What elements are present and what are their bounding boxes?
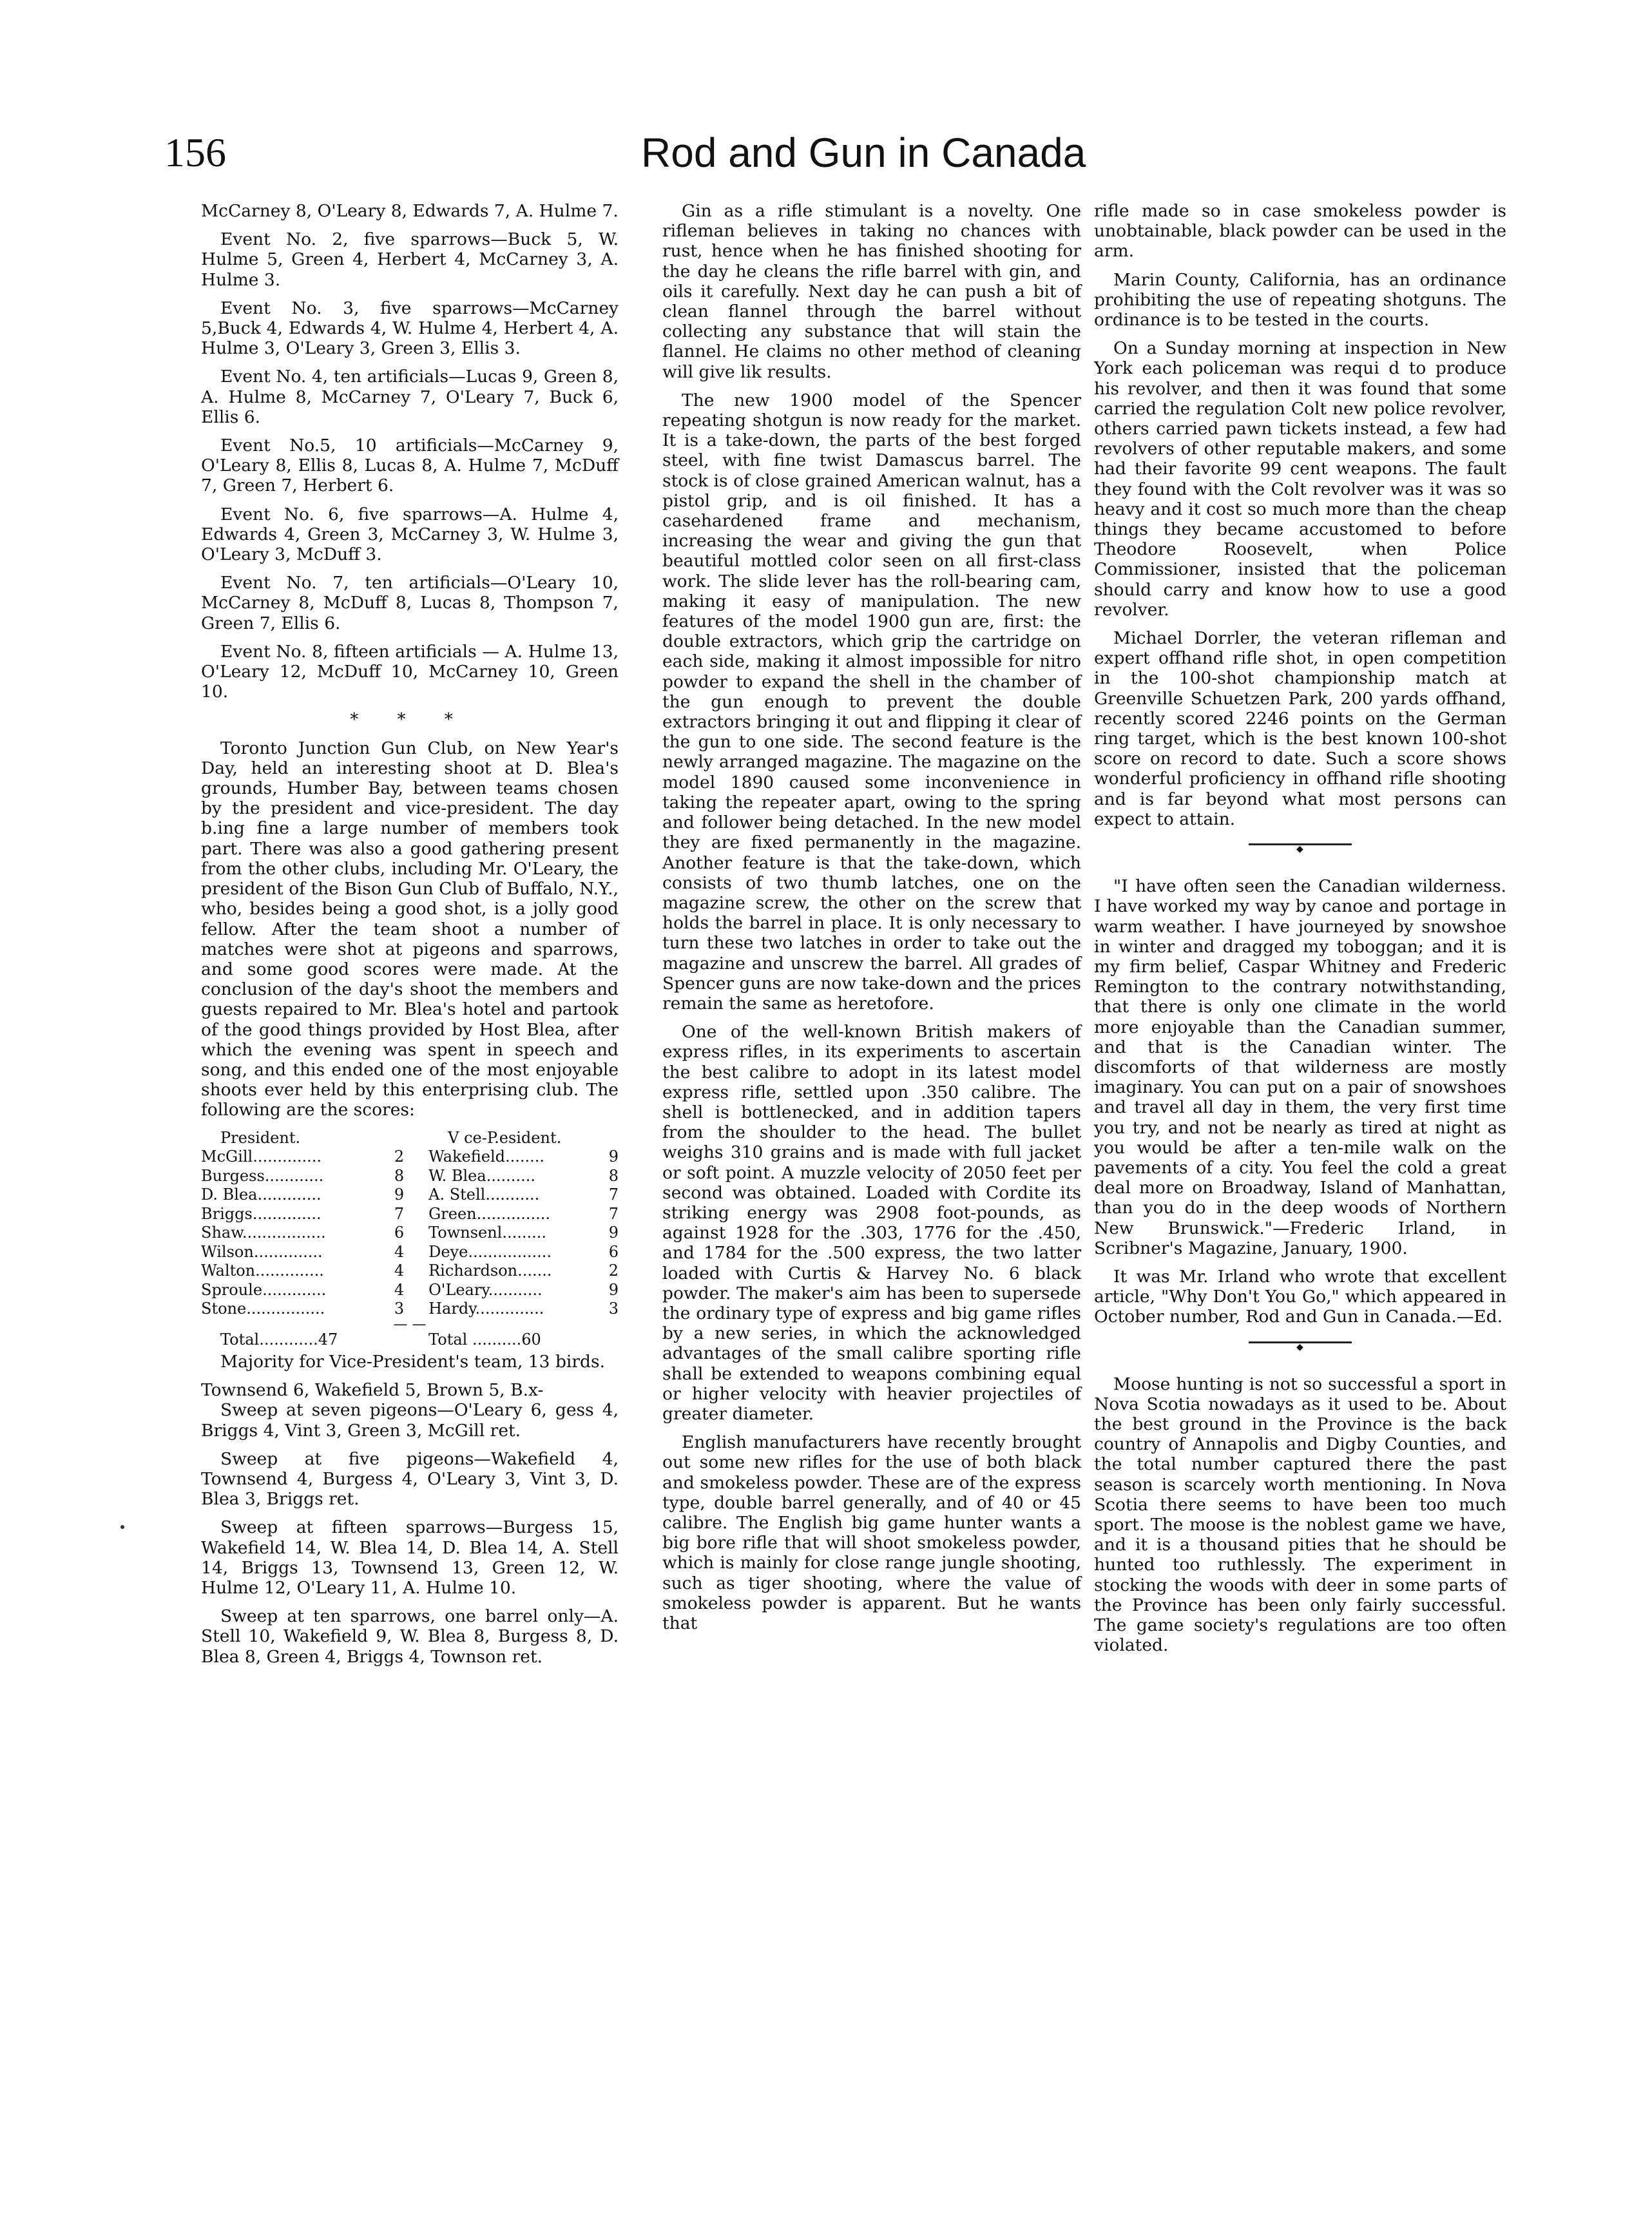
section-divider [1249,843,1352,855]
section-divider [1249,1341,1352,1352]
table-cell: 9 [608,1148,619,1166]
paragraph: Event No. 6, five sparrows—A. Hulme 4, Edwards 4, Green 3, McCarney 3, W. Hulme 3, O'Leary 3, McDuff 3. [201,504,619,565]
total-president: Total............47 [220,1330,338,1349]
table-cell: 4 [394,1262,405,1280]
table-cell: D. Blea............. [201,1186,322,1204]
table-cell: 4 [394,1242,405,1261]
table-header-president: President. [220,1128,301,1147]
page-number: 156 [164,130,226,175]
paragraph: It was Mr. Irland who wrote that excellent article, "Why Don't You Go," which appeared in October number, Rod and Gun in Canada.—Ed. [1094,1266,1506,1327]
table-cell: 6 [608,1242,619,1261]
column-2 [662,201,1081,1642]
table-cell: 2 [608,1262,619,1280]
table-cell: Shaw................. [201,1224,326,1242]
table-cell: 9 [608,1280,619,1299]
paragraph: English manufacturers have recently brought out some new rifles for the use of both black and smokeless powder. These are of the express type, double barrel generally, and of 40 or 45 calibre. The English big game hunter wants a big bore rifle that will shoot smokeless powder, which is mainly for close range jungle shooting, such as tiger shooting, where the value of smokeless powder is apparent. But he wants that [662,1432,1081,1634]
paragraph: Event No.5, 10 artificials—McCarney 9, O'Leary 8, Ellis 8, Lucas 8, A. Hulme 7, McDuff 7, Green 7, Herbert 6. [201,436,619,496]
paragraph: "I have often seen the Canadian wilderness. I have worked my way by canoe and portage in warm weather. I have journeyed by snowshoe in winter and dragged my toboggan; and it is my firm belief, Caspar Whitney and Frederic Remington to the contrary notwithstanding, that there is only one climate in the world more enjoyable than the Canadian summer, and that is the Canadian winter. The discomforts of that wilderness are mostly imaginary. You can put on a pair of snowshoes and travel all day in them, the very first time you try, and not be nearly as tired at night as you would be after a ten-mile walk on the pavements of a city. You feel the cold a great deal more on Broadway, Island of Manhattan, than you do in the deep woods of Northern New Brunswick."—Frederic Irland, in Scribner's Magazine, January, 1900. [1094,876,1506,1258]
table-row [201,1243,619,1262]
table-cell: 6 [394,1224,405,1242]
paragraph: Marin County, California, has an ordinance prohibiting the use of repeating shotguns. The ordinance is to be tested in the courts. [1094,269,1506,331]
table-cell: Burgess............ [201,1166,324,1185]
table-cell: Hardy.............. [428,1300,544,1318]
table-cell: 7 [608,1204,619,1223]
table-cell: 3 [394,1300,405,1318]
table-cell: Deye................. [428,1242,552,1261]
paragraph: Event No. 7, ten artificials—O'Leary 10, McCarney 8, McDuff 8, Lucas 8, Thompson 7, Green 7, Ellis 6. [201,573,619,633]
paragraph: Event No. 3, five sparrows—McCarney 5,Buck 4, Edwards 4, W. Hulme 4, Herbert 4, A. Hulme 3, O'Leary 3, Green 3, Ellis 3. [201,298,619,359]
table-row [201,1148,619,1167]
column-3 [1094,201,1506,1664]
table-cell: W. Blea.......... [428,1166,535,1185]
table-row [201,1205,619,1224]
table-cell: Briggs.............. [201,1204,322,1223]
table-cell: 2 [394,1148,405,1166]
section-separator-stars: * * * [350,710,470,730]
paragraph: Moose hunting is not so successful a sport in Nova Scotia nowadays as it used to be. About the best ground in the Province is the back country of Annapolis and Digby Counties, and the total number captured there the past season is scarcely worth mentioning. In Nova Scotia there seems to have been too much sport. The moose is the noblest game we have, and it is a thousand pities that he should be hunted too ruthlessly. The experiment in stocking the woods with deer in some parts of the Province has been only fairly successful. The game society's regulations are too often violated. [1094,1374,1506,1656]
total-vice-president: Total ..........60 [428,1330,541,1349]
table-cell: Green............... [428,1204,551,1223]
table-row [201,1186,619,1205]
paragraph: Event No. 4, ten artificials—Lucas 9, Green 8, A. Hulme 8, McCarney 7, O'Leary 7, Buck 6, Ellis 6. [201,367,619,427]
table-cell: Richardson....... [428,1262,552,1280]
table-cell: Townsenl......... [428,1224,547,1242]
table-cell: Wilson.............. [201,1242,323,1261]
table-cell: 8 [394,1166,405,1185]
table-row [201,1167,619,1186]
paragraph: Sweep at ten sparrows, one barrel only—A. Stell 10, Wakefield 9, W. Blea 8, Burgess 8, D. Blea 8, Green 4, Briggs 4, Townson ret. [201,1606,619,1667]
table-cell: A. Stell........... [428,1186,540,1204]
table-cell: 4 [394,1280,405,1299]
table-row [201,1262,619,1281]
paragraph: Toronto Junction Gun Club, on New Year's Day, held an interesting shoot at D. Blea's grounds, Humber Bay, between teams chosen by the president and vice-president. The day b.ing fine a large number of members took part. There was also a good gathering present from the other clubs, including Mr. O'Leary, the president of the Bison Gun Club of Buffalo, N.Y., who, besides being a good shot, is a jolly good fellow. After the team shoot a number of matches were shot at pigeons and sparrows, and some good scores were made. At the conclusion of the day's shoot the members and guests repaired to Mr. Blea's hotel and partook of the good things provided by Host Blea, after which the evening was spent in speech and song, and this ended one of the most enjoyable shoots ever held by this enterprising club. The following are the scores: [201,738,619,1120]
table-cell: Wakefield........ [428,1148,545,1166]
table-cell: 3 [608,1300,619,1318]
paragraph: Sweep at five pigeons—Wakefield 4, Townsend 4, Burgess 4, O'Leary 3, Vint 3, D. Blea 3, Briggs ret. [201,1448,619,1510]
score-table [201,1129,619,1350]
table-cell: 7 [394,1204,405,1223]
table-cell: 9 [608,1224,619,1242]
table-header-vice-president: V ce-P.esident. [448,1128,562,1147]
table-row [201,1224,619,1243]
paragraph: On a Sunday morning at inspection in New York each policeman was requi d to produce his revolver, and then it was found that some carried the regulation Colt new police revolver, others carried pawn tickets instead, a few had revolvers of other reputable makers, and some had their favorite 99 cent weapons. The fault they found with the Colt revolver was it was so heavy and it cost so much more than the cheap things they became accustomed to before Theodore Roosevelt, when Police Commissioner, insisted that the policeman should carry and know how to use a good revolver. [1094,338,1506,620]
paragraph: Majority for Vice-President's team, 13 birds. [220,1352,606,1372]
paragraph: rifle made so in case smokeless powder is unobtainable, black powder can be used in the arm. [1094,201,1506,262]
table-cell: 7 [608,1186,619,1204]
paragraph: Event No. 8, fifteen artificials — A. Hulme 13, O'Leary 12, McDuff 10, McCarney 10, Green 10. [201,641,619,702]
table-cell: McGill.............. [201,1148,322,1166]
paragraph: One of the well-known British makers of express rifles, in its experiments to ascertain the best calibre to adopt in its latest model express rifle, settled upon .350 calibre. The shell is bottlenecked, and in addition tapers from the shoulder to the head. The bullet weighs 310 grains and is made with full jacket or soft point. A muzzle velocity of 2050 feet per second was obtained. Loaded with Cordite its striking energy was 2908 foot-pounds, as against 1928 for the .303, 1776 for the .450, and 1784 for the .500 express, the two latter loaded with Curtis & Harvey No. 6 black powder. The maker's aim has been to supersede the ordinary type of express and big game rifles by a new series, in which the acknowledged advantages of the small calibre sporting rifle shall be extended to weapons combining equal or higher velocity with heavier projectiles of greater diameter. [662,1022,1081,1424]
paragraph: Michael Dorrler, the veteran rifleman and expert offhand rifle shot, in open competition in the 100-shot championship match at Greenville Schuetzen Park, 200 yards offhand, recently scored 2246 points on the German ring target, which is the best known 100-shot score on record to date. Such a score shows wonderful proficiency in offhand rifle shooting and is far beyond what most persons can expect to attain. [1094,628,1506,829]
paragraph: Sweep at seven pigeons—O'Leary 6, gess 4, Briggs 4, Vint 3, Green 3, McGill ret. [201,1400,619,1441]
running-head: Rod and Gun in Canada [641,130,1086,176]
paragraph: Townsend 6, Wakefield 5, Brown 5, B.x- [201,1380,544,1401]
paragraph: McCarney 8, O'Leary 8, Edwards 7, A. Hulme 7. [201,201,619,221]
paragraph: Sweep at fifteen sparrows—Burgess 15, Wakefield 14, W. Blea 14, D. Blea 14, A. Stell 14, Briggs 13, Townsend 13, Green 12, W. Hulme 12, O'Leary 11, A. Hulme 10. [201,1517,619,1599]
margin-dot [120,1525,124,1529]
divider-diamond-icon: ◆ [1296,844,1303,855]
table-cell: Sproule............. [201,1280,327,1299]
table-cell: 9 [394,1186,405,1204]
table-cell: 8 [608,1166,619,1185]
table-cell: O'Leary........... [428,1280,543,1299]
table-total-row [201,1330,619,1350]
divider-diamond-icon: ◆ [1296,1341,1303,1352]
paragraph: The new 1900 model of the Spencer repeating shotgun is now ready for the market. It is a take-down, the parts of the best forged steel, with fine twist Damascus barrel. The stock is of close grained American walnut, has a pistol grip, and is oil finished. It has a casehardened frame and mechanism, increasing the wear and giving the gun that beautiful mottled color seen on all first-class work. The slide lever has the roll-bearing cam, making it easy of manipulation. The new features of the model 1900 gun are, first: the double extractors, which grip the cartridge on each side, making it almost impossible for nitro powder to expand the shell in the chamber of the gun enough to prevent the double extractors bringing it out and flipping it clear of the gun to one side. The second feature is the newly arranged magazine. The magazine on the model 1890 caused some inconvenience in taking the repeater apart, owing to the spring and follower being detached. In the new model they are fixed permanently in the magazine. Another feature is that the take-down, which consists of two thumb latches, one on the magazine screw, the other on the screw that holds the barrel in place. It is only necessary to turn these two latches in order to take out the magazine and unscrew the barrel. All grades of Spencer guns are now take-down and the prices remain the same as heretofore. [662,390,1081,1013]
table-row [201,1281,619,1300]
column-1 [201,201,619,1675]
paragraph: Event No. 2, five sparrows—Buck 5, W. Hulme 5, Green 4, Herbert 4, McCarney 3, A. Hulme 3. [201,229,619,290]
total-rule: — — [393,1316,427,1332]
paragraph: Gin as a rifle stimulant is a novelty. One rifleman believes in taking no chances with rust, hence when he has finished shooting for the day he cleans the rifle barrel with gin, and oils it carefully. Next day he can push a bit of clean flannel through the barrel without collecting any substance that will stain the flannel. He claims no other method of cleaning will give lik results. [662,201,1081,382]
table-cell: Stone................ [201,1300,325,1318]
table-cell: Walton.............. [201,1262,324,1280]
